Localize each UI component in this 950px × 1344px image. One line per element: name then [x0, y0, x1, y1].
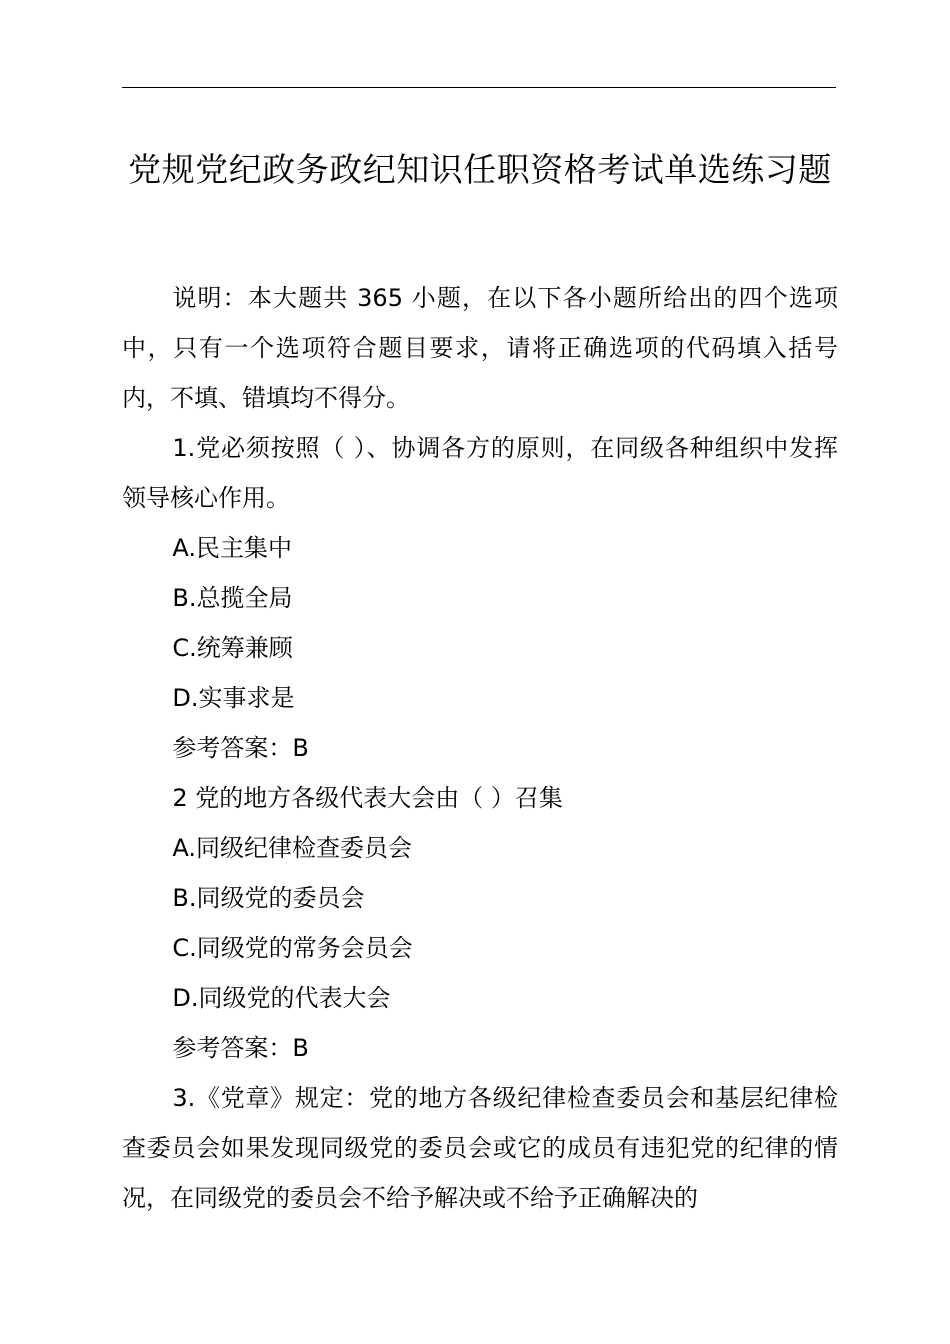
- question-stem: 3.《党章》规定：党的地方各级纪律检查委员会和基层纪律检查委员会如果发现同级党的委员会或它的成员有违犯党的纪律的情况，在同级党的委员会不给予解决或不给予正确解决的: [122, 1084, 838, 1212]
- document-body: [122, 273, 838, 1223]
- option-d: D.同级党的代表大会: [172, 984, 391, 1012]
- reference-answer: 参考答案：B: [172, 1034, 309, 1062]
- reference-answer: 参考答案：B: [172, 734, 309, 762]
- header-rule: [122, 87, 836, 88]
- option-c: C.统筹兼顾: [172, 634, 293, 662]
- option-a: A.同级纪律检查委员会: [172, 834, 413, 862]
- instructions: 说明：本大题共 365 小题，在以下各小题所给出的四个选项中，只有一个选项符合题目要求，请将正确选项的代码填入括号内，不填、错填均不得分。: [122, 284, 838, 412]
- question-stem: 1.党必须按照（ ）、协调各方的原则，在同级各种组织中发挥领导核心作用。: [122, 434, 838, 512]
- option-c: C.同级党的常务会员会: [172, 934, 413, 962]
- question-stem: 2 党的地方各级代表大会由（ ）召集: [172, 784, 563, 812]
- document-title: 党规党纪政务政纪知识任职资格考试单选练习题: [128, 150, 832, 189]
- option-b: B.同级党的委员会: [172, 884, 365, 912]
- option-b: B.总揽全局: [172, 584, 293, 612]
- option-a: A.民主集中: [172, 534, 293, 562]
- option-d: D.实事求是: [172, 684, 295, 712]
